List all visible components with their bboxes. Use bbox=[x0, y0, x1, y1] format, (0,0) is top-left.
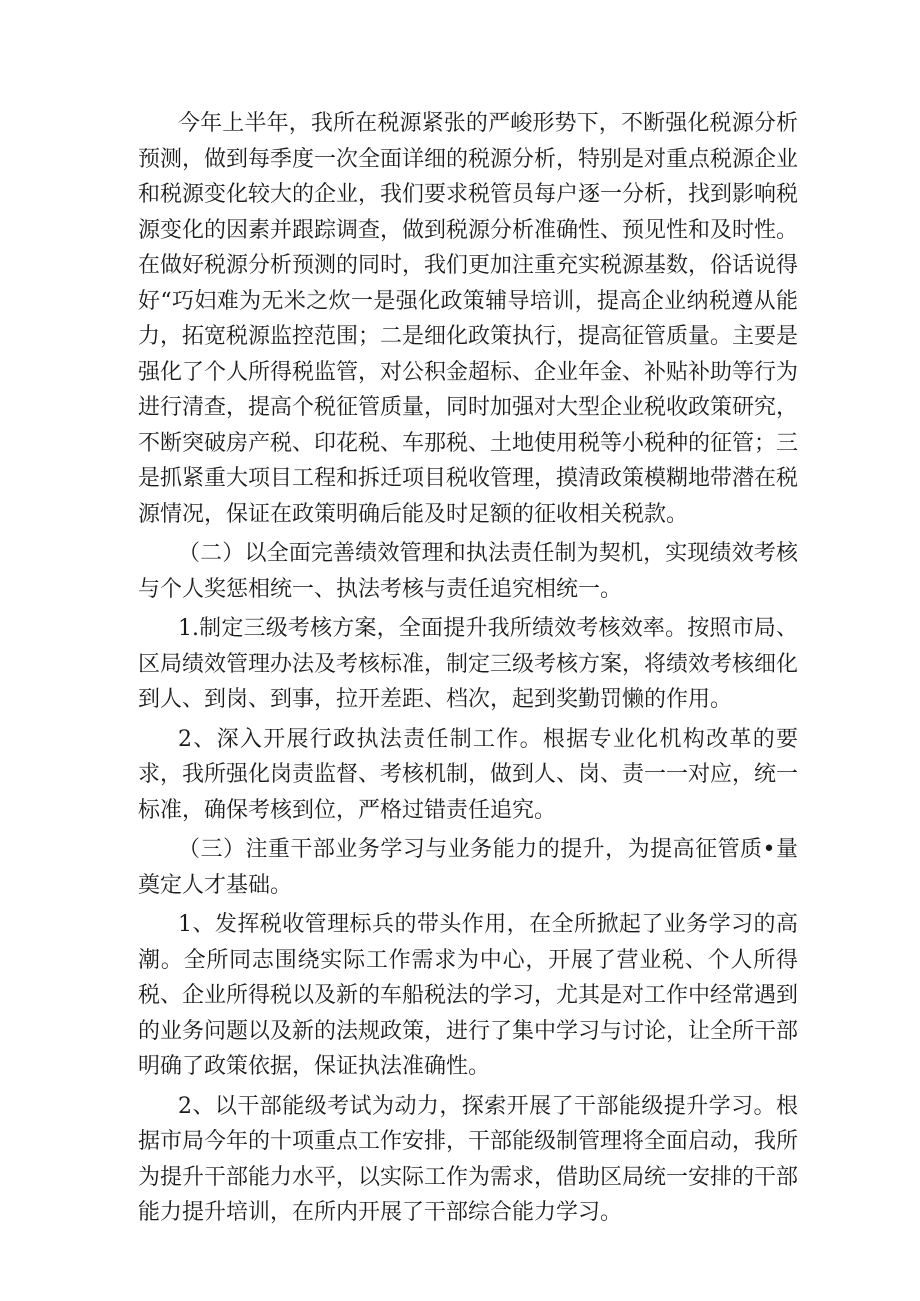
document-body bbox=[138, 106, 798, 1235]
paragraph-item-2-capability: 2、以干部能级考试为动力，探索开展了干部能级提升学习。根据市局今年的十项重点工作安排，干部能级制管理将全面启动，我所为提升干部能力水平，以实际工作为需求，借助区局统一安排的干部能力提升培训，在所内开展了干部综合能力学习。 bbox=[138, 1093, 799, 1225]
section-heading-3: （三）注重干部业务学习与业务能力的提升，为提高征管质•量奠定人才基础。 bbox=[138, 837, 798, 898]
paragraph-item-2-law-enforcement: 2、深入开展行政执法责任制工作。根据专业化机构改革的要求，我所强化岗责监督、考核机制，做到人、岗、责一一对应，统一标准，确保考核到位，严格过错责任追究。 bbox=[138, 726, 799, 823]
paragraph-item-1-assessment: 1.制定三级考核方案，全面提升我所绩效考核效率。按照市局、区局绩效管理办法及考核标准，制定三级考核方案，将绩效考核细化到人、到岗、到事，拉开差距、档次，起到奖勤罚懒的作用。 bbox=[138, 616, 799, 712]
section-heading-2: （二）以全面完善绩效管理和执法责任制为契机，实现绩效考核与个人奖惩相统一、执法考核与责任追究相统一。 bbox=[138, 541, 798, 602]
paragraph-tax-source-analysis: 今年上半年，我所在税源紧张的严峻形势下，不断强化税源分析预测，做到每季度一次全面详细的税源分析，特别是对重点税源企业和税源变化较大的企业，我们要求税管员每户逐一分析，找到影响税源变化的因素并跟踪调查，做到税源分析准确性、预见性和及时性。在做好税源分析预测的同时，我们更加注重充实税源基数，俗话说得好“巧妇难为无米之炊一是强化政策辅导培训，提高企业纳税遵从能力，拓宽税源监控范围；二是细化政策执行，提高征管质量。主要是强化了个人所得税监管，对公积金超标、企业年金、补贴补助等行为进行清查，提高个税征管质量，同时加强对大型企业税收政策研究，不断突破房产税、印花税、车那税、土地使用税等小税种的征管；三是抓紧重大项目工程和拆迁项目税收管理，摸清政策模糊地带潜在税源情况，保证在政策明确后能及时足额的征收相关税款。 bbox=[138, 111, 799, 527]
paragraph-item-1-study: 1、发挥税收管理标兵的带头作用，在全所掀起了业务学习的高潮。全所同志围绕实际工作需求为中心，开展了营业税、个人所得税、企业所得税以及新的车船税法的学习，尤其是对工作中经常遇到的业务问题以及新的法规政策，进行了集中学习与讨论，让全所干部明确了政策依据，保证执法准确性。 bbox=[138, 912, 799, 1079]
